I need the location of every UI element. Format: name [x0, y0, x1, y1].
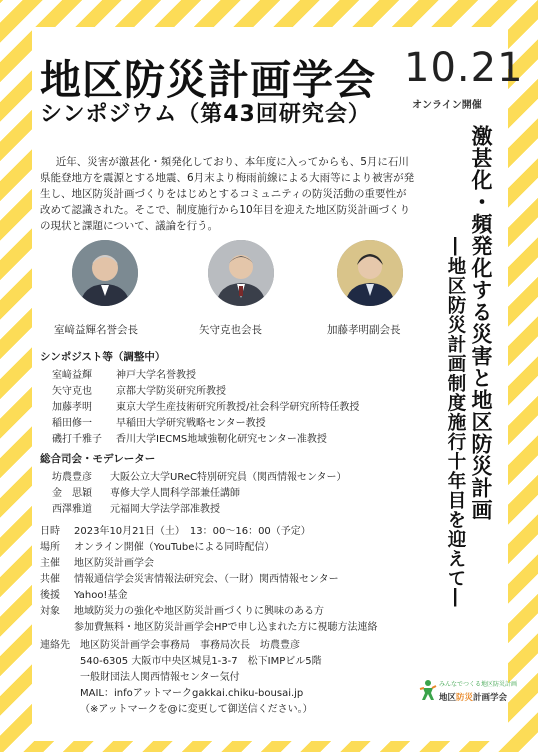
detail-value: 地域防災力の強化や地区防災計画づくりに興味のある方	[74, 605, 324, 617]
detail-value: 参加費無料・地区防災計画学会HPで申し込まれた方に視聴方法連絡	[74, 621, 378, 633]
speaker-caption-2: 矢守克也会長	[199, 324, 262, 336]
person-name: 金 思穎	[52, 487, 92, 499]
detail-label: 日時	[40, 525, 60, 537]
detail-label: 共催	[40, 573, 60, 585]
table-row	[40, 617, 378, 633]
event-date: 10.21	[404, 45, 524, 91]
detail-value: 情報通信学会災害情報法研究会、（一財）関西情報センター	[74, 573, 339, 585]
detail-label: 後援	[40, 589, 60, 601]
person-name: 稲田修一	[52, 417, 92, 429]
logo-name: 地区防災計画学会	[439, 693, 508, 703]
detail-label: 主催	[40, 557, 60, 569]
contact-line: MAIL：infoアットマークgakkai.chiku-bousai.jp	[80, 687, 304, 699]
table-row	[52, 429, 359, 445]
society-logo	[419, 677, 518, 717]
contact-line: （※アットマークを@に変更して御送信ください。）	[80, 703, 313, 715]
table-row	[52, 483, 347, 499]
table-row	[52, 413, 359, 429]
moderators-table	[52, 467, 347, 515]
speaker-photo-3	[337, 240, 403, 306]
person-affiliation: 元福岡大学法学部准教授	[110, 503, 220, 515]
table-row	[40, 553, 378, 569]
speaker-caption-1: 室﨑益輝名誉会長	[54, 324, 138, 336]
page-subtitle: シンポジウム（第43回研究会）	[40, 102, 371, 127]
table-row	[40, 585, 378, 601]
logo-tagline: みんなでつくる地区防災計画	[439, 681, 518, 688]
person-affiliation: 神戸大学名誉教授	[116, 369, 196, 381]
person-affiliation: 京都大学防災研究所教授	[116, 385, 226, 397]
table-row	[40, 537, 378, 553]
detail-label: 対象	[40, 605, 60, 617]
detail-label	[40, 617, 74, 633]
flyer-sheet	[32, 27, 524, 741]
table-row	[52, 365, 359, 381]
table-row	[52, 381, 359, 397]
speaker-caption-3: 加藤孝明副会長	[327, 324, 401, 336]
table-row	[40, 601, 378, 617]
person-affiliation: 東京大学生産技術研究所教授/社会科学研究所特任教授	[116, 401, 360, 413]
person-name: 加藤孝明	[52, 401, 92, 413]
table-row	[40, 667, 322, 683]
online-label: オンライン開催	[412, 100, 482, 111]
detail-value: 地区防災計画学会	[74, 557, 154, 569]
person-name: 西澤雅道	[52, 503, 92, 515]
table-row	[40, 651, 322, 667]
page-title: 地区防災計画学会	[40, 56, 376, 104]
intro-paragraph: 近年、災害が激甚化・頻発化しており、本年度に入ってからも、5月に石川県能登地方を震源とする地震、6月末より梅雨前線による大雨等により被害が発生し、地区防災計画づくりをはじめとするコミュニティの防災活動の重要性が改めて認識された。そこで、制度施行から10年目を迎えた地区防災計画づくりの現状と課題について、議論を行う。	[40, 156, 415, 232]
table-row	[40, 699, 322, 715]
person-affiliation: 香川大学IECMS地域強靭化研究センター准教授	[116, 433, 327, 445]
contact-line: 一般財団法人関西情報センター気付	[80, 671, 240, 683]
table-row	[40, 635, 322, 651]
contact-line: 540-6305 大阪市中央区城見1-3-7 松下IMPビル5階	[80, 655, 322, 667]
person-name: 矢守克也	[52, 385, 92, 397]
event-details-table	[40, 521, 378, 633]
table-row	[52, 499, 347, 515]
symposists-heading: シンポジスト等（調整中）	[40, 351, 166, 363]
contact-label: 連絡先	[40, 639, 70, 651]
table-row	[40, 569, 378, 585]
table-row	[52, 397, 359, 413]
person-affiliation: 大阪公立大学UReC特別研究員（関西情報センター）	[110, 471, 347, 483]
speaker-photo-1	[72, 240, 138, 306]
person-name: 室﨑益輝	[52, 369, 92, 381]
person-name: 坊農豊彦	[52, 471, 92, 483]
contact-line: 地区防災計画学会事務局 事務局次長 坊農豊彦	[80, 639, 300, 651]
moderators-heading: 総合司会・モデレーター	[40, 453, 156, 465]
person-affiliation: 早稲田大学研究戦略センター教授	[116, 417, 266, 429]
contact-table	[40, 635, 322, 715]
speaker-photo-2	[208, 240, 274, 306]
table-row	[40, 683, 322, 699]
table-row	[40, 521, 378, 537]
person-name: 磯打千雅子	[52, 433, 102, 445]
detail-value: オンライン開催（YouTubeによる同時配信）	[74, 541, 275, 553]
person-affiliation: 専修大学人間科学部兼任講師	[110, 487, 240, 499]
vertical-title-sub: ―地区防災計画制度施行十年目を迎えて―	[445, 237, 466, 608]
table-row	[52, 467, 347, 483]
detail-value: 2023年10月21日（土） 13：00～16：00（予定）	[74, 525, 311, 537]
detail-label: 場所	[40, 541, 60, 553]
detail-value: Yahoo!基金	[74, 589, 128, 601]
person-figure-icon	[419, 679, 437, 701]
symposists-table	[52, 365, 359, 445]
vertical-title-main: 激甚化・頻発化する災害と地区防災計画	[469, 125, 493, 521]
